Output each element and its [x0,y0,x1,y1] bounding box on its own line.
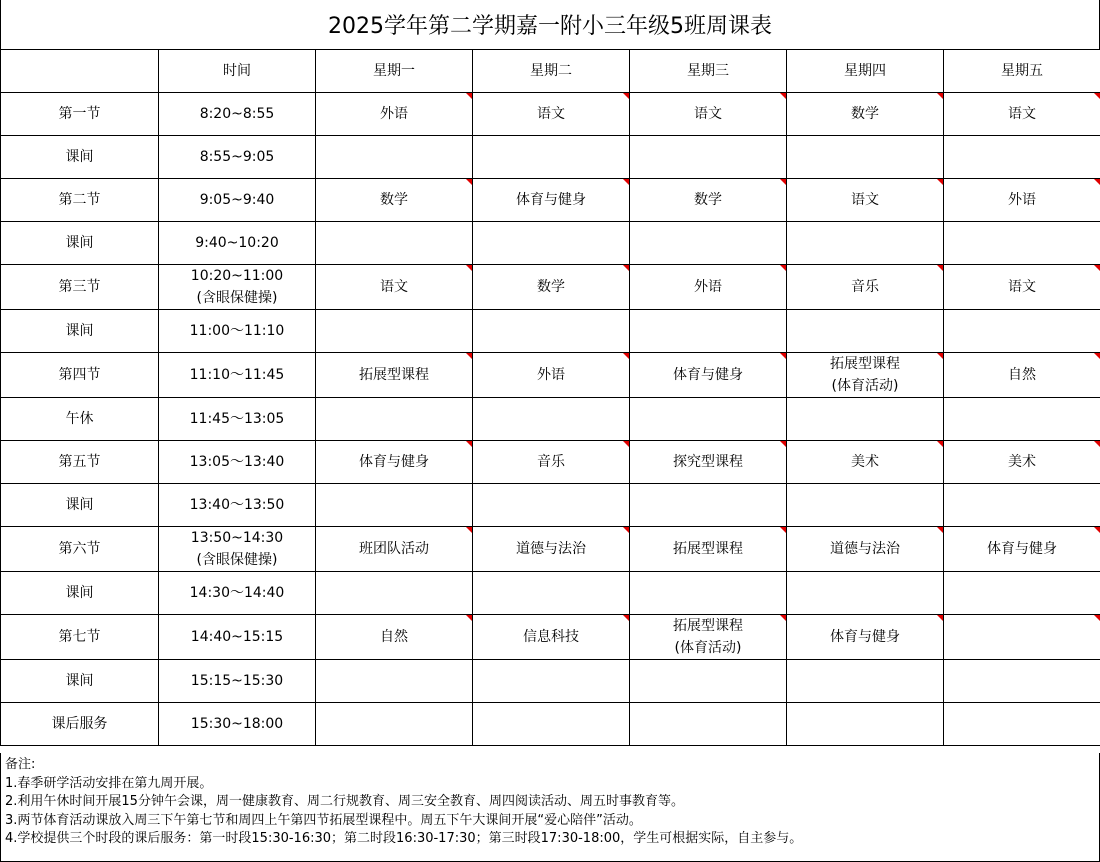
table-row [1,310,1100,353]
subject-cell[interactable]: 语文 [316,265,473,310]
table-row [1,660,1100,703]
note-line: 1.春季研学活动安排在第九周开展。 [5,775,213,791]
table-row [1,222,1100,265]
subject-cell[interactable] [630,572,787,615]
time-cell: 13:50~14:30 (含眼保健操) [159,527,316,572]
header-cell: 时间 [159,50,316,93]
subject-cell[interactable]: 语文 [473,93,630,136]
note-line: 3.两节体育活动课放入周三下午第七节和周四上午第四节拓展型课程中。周五下午大课间开展“爱心陪伴”活动。 [5,812,642,828]
subject-cell[interactable] [473,136,630,179]
period-label-cell: 第五节 [1,441,159,484]
subject-cell[interactable] [473,222,630,265]
subject-cell[interactable]: 语文 [787,179,944,222]
notes-section [0,753,1100,862]
subject-cell[interactable] [944,310,1100,353]
subject-cell[interactable]: 外语 [630,265,787,310]
note-line: 4.学校提供三个时段的课后服务：第一时段15:30-16:30；第二时段16:30-17:30；第三时段17:30-18:00，学生可根据实际，自主参与。 [5,831,803,847]
table-row [1,353,1100,398]
table-row [1,441,1100,484]
subject-cell[interactable]: 道德与法治 [787,527,944,572]
subject-cell[interactable]: 拓展型课程 (体育活动) [630,615,787,660]
subject-cell[interactable] [630,398,787,441]
subject-cell[interactable] [787,136,944,179]
subject-cell[interactable] [316,660,473,703]
subject-cell[interactable] [316,136,473,179]
subject-cell[interactable]: 拓展型课程 [630,527,787,572]
table-row [1,703,1100,746]
period-label-cell: 第一节 [1,93,159,136]
table-row [1,527,1100,572]
time-cell: 14:30～14:40 [159,572,316,615]
period-label-cell: 第七节 [1,615,159,660]
subject-cell[interactable]: 探究型课程 [630,441,787,484]
note-line: 2.利用午休时间开展15分钟午会课，周一健康教育、周二行规教育、周三安全教育、周四阅读活动、周五时事教育等。 [5,794,684,810]
subject-cell[interactable]: 语文 [944,265,1100,310]
subject-cell[interactable] [787,484,944,527]
period-label-cell: 第六节 [1,527,159,572]
subject-cell[interactable] [787,222,944,265]
subject-cell[interactable] [944,572,1100,615]
subject-cell[interactable] [944,136,1100,179]
subject-cell[interactable] [630,310,787,353]
period-label-cell: 课间 [1,222,159,265]
subject-cell[interactable]: 道德与法治 [473,527,630,572]
subject-cell[interactable]: 拓展型课程 (体育活动) [787,353,944,398]
subject-cell[interactable] [787,572,944,615]
subject-cell[interactable] [473,703,630,746]
subject-cell[interactable]: 数学 [787,93,944,136]
subject-cell[interactable] [630,484,787,527]
table-row [1,572,1100,615]
table-row [1,615,1100,660]
period-label-cell: 课间 [1,572,159,615]
subject-cell[interactable] [630,660,787,703]
subject-cell[interactable]: 拓展型课程 [316,353,473,398]
subject-cell[interactable]: 体育与健身 [473,179,630,222]
subject-cell[interactable]: 语文 [630,93,787,136]
time-cell: 15:15~15:30 [159,660,316,703]
header-cell: 星期二 [473,50,630,93]
subject-cell[interactable] [316,310,473,353]
period-label-cell: 课间 [1,660,159,703]
subject-cell[interactable] [316,703,473,746]
table-row [1,484,1100,527]
subject-cell[interactable] [473,572,630,615]
time-cell: 15:30~18:00 [159,703,316,746]
subject-cell[interactable]: 音乐 [473,441,630,484]
subject-cell[interactable] [630,703,787,746]
subject-cell[interactable]: 信息科技 [473,615,630,660]
header-cell: 星期三 [630,50,787,93]
subject-cell[interactable] [787,660,944,703]
subject-cell[interactable] [316,398,473,441]
time-cell: 8:20~8:55 [159,93,316,136]
time-cell: 9:05~9:40 [159,179,316,222]
period-label-cell: 午休 [1,398,159,441]
time-cell: 8:55~9:05 [159,136,316,179]
table-row [1,398,1100,441]
subject-cell[interactable] [944,484,1100,527]
time-cell: 10:20~11:00 (含眼保健操) [159,265,316,310]
time-cell: 14:40~15:15 [159,615,316,660]
period-label-cell: 课后服务 [1,703,159,746]
subject-cell[interactable] [316,222,473,265]
period-label-cell: 课间 [1,136,159,179]
table-row [1,179,1100,222]
time-cell: 9:40~10:20 [159,222,316,265]
time-cell: 13:40～13:50 [159,484,316,527]
subject-cell[interactable] [944,703,1100,746]
subject-cell[interactable]: 体育与健身 [630,353,787,398]
subject-cell[interactable] [473,660,630,703]
subject-cell[interactable]: 语文 [944,93,1100,136]
timetable-grid [0,49,1100,746]
subject-cell[interactable]: 外语 [944,179,1100,222]
subject-cell[interactable]: 美术 [944,441,1100,484]
subject-cell[interactable] [944,615,1100,660]
header-row [1,50,1100,93]
subject-cell[interactable] [944,222,1100,265]
subject-cell[interactable]: 美术 [787,441,944,484]
period-label-cell: 课间 [1,310,159,353]
subject-cell[interactable] [944,398,1100,441]
subject-cell[interactable]: 班团队活动 [316,527,473,572]
subject-cell[interactable]: 数学 [316,179,473,222]
header-cell: 星期五 [944,50,1100,93]
time-cell: 11:45～13:05 [159,398,316,441]
table-row [1,93,1100,136]
subject-cell[interactable] [787,310,944,353]
period-label-cell: 第二节 [1,179,159,222]
subject-cell[interactable]: 音乐 [787,265,944,310]
period-label-cell: 第四节 [1,353,159,398]
subject-cell[interactable]: 自然 [316,615,473,660]
subject-cell[interactable] [787,703,944,746]
page-title: 2025学年第二学期嘉一附小三年级5班周课表 [0,0,1100,49]
subject-cell[interactable] [630,136,787,179]
subject-cell[interactable]: 体育与健身 [316,441,473,484]
table-row [1,265,1100,310]
subject-cell[interactable]: 自然 [944,353,1100,398]
subject-cell[interactable] [473,398,630,441]
subject-cell[interactable]: 数学 [630,179,787,222]
header-corner-cell [1,50,159,93]
subject-cell[interactable] [473,310,630,353]
period-label-cell: 课间 [1,484,159,527]
subject-cell[interactable] [316,572,473,615]
subject-cell[interactable] [316,484,473,527]
time-cell: 13:05～13:40 [159,441,316,484]
subject-cell[interactable]: 体育与健身 [787,615,944,660]
subject-cell[interactable] [473,484,630,527]
subject-cell[interactable] [944,660,1100,703]
table-row [1,136,1100,179]
subject-cell[interactable]: 外语 [316,93,473,136]
subject-cell[interactable]: 外语 [473,353,630,398]
time-cell: 11:00～11:10 [159,310,316,353]
header-cell: 星期一 [316,50,473,93]
subject-cell[interactable]: 数学 [473,265,630,310]
subject-cell[interactable]: 体育与健身 [944,527,1100,572]
time-cell: 11:10～11:45 [159,353,316,398]
period-label-cell: 第三节 [1,265,159,310]
header-cell: 星期四 [787,50,944,93]
subject-cell[interactable] [630,222,787,265]
subject-cell[interactable] [787,398,944,441]
notes-heading: 备注: [5,757,36,772]
